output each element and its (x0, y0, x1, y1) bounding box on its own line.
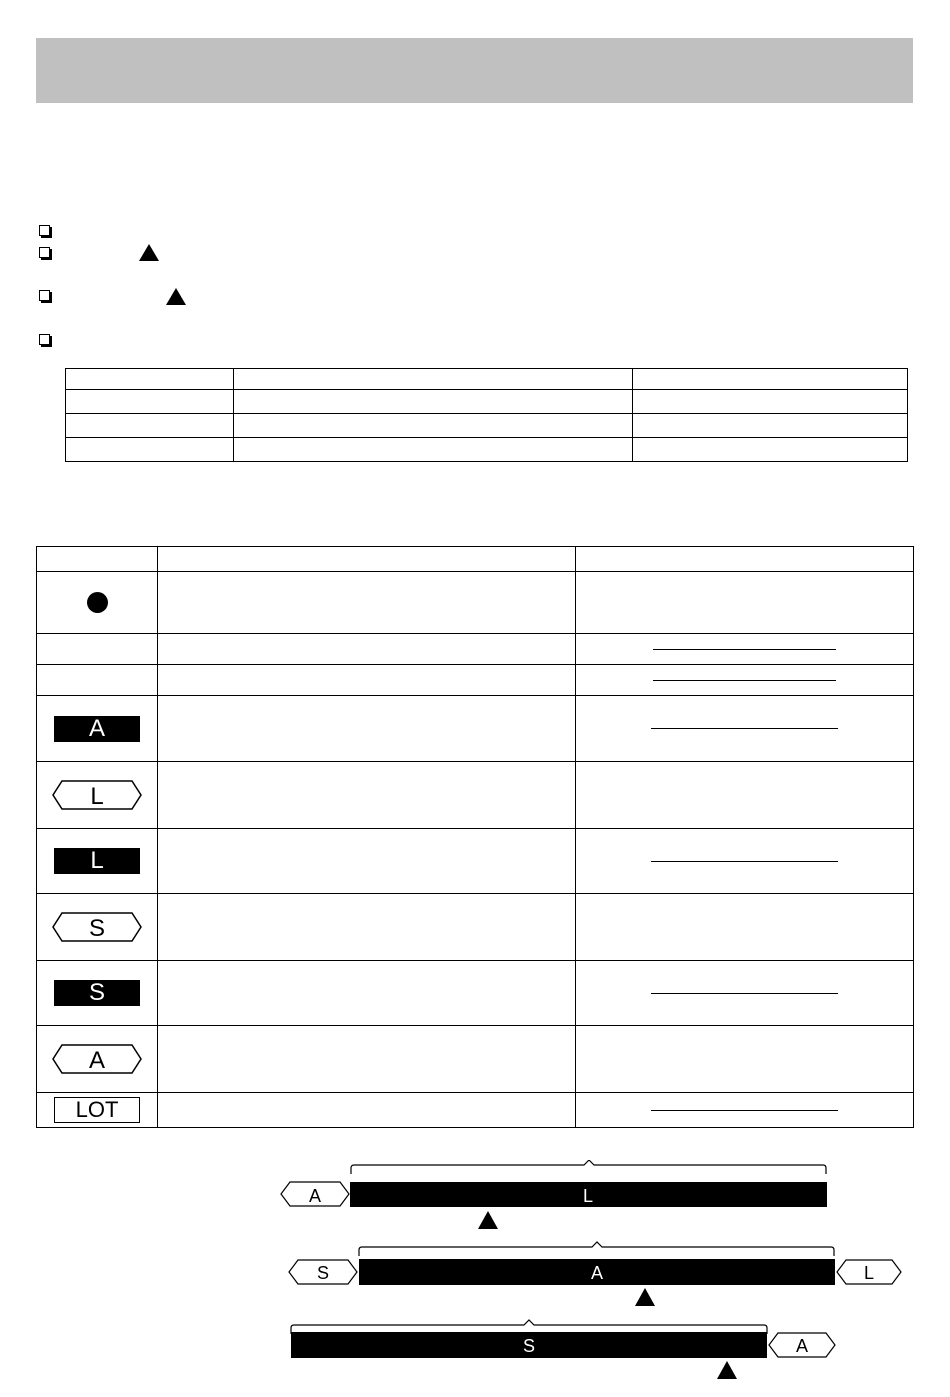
svg-text:L: L (863, 1263, 875, 1283)
symbol-lot: LOT (54, 1097, 140, 1123)
triangle-marker-icon (717, 1361, 737, 1379)
table-row (37, 634, 914, 665)
table-row (37, 696, 914, 762)
blank-line (651, 728, 838, 729)
symbol-l-hex (52, 780, 142, 810)
checkbox-icon (39, 290, 50, 301)
table-row (37, 762, 914, 829)
svg-text:A: A (795, 1336, 809, 1356)
symbol-s-black: S (54, 980, 140, 1006)
svg-text:L: L (582, 1186, 594, 1206)
checkbox-icon (39, 247, 50, 258)
row3-right-hex (769, 1333, 835, 1357)
svg-text:A: A (308, 1186, 322, 1206)
row2-right-hex (837, 1260, 901, 1284)
blank-line (653, 649, 836, 650)
header-bar (36, 38, 913, 103)
table-row (37, 961, 914, 1026)
sequence-diagram (0, 1160, 950, 1397)
row2-left-hex (289, 1260, 357, 1284)
checkbox-icon (39, 225, 50, 236)
blank-line (653, 680, 836, 681)
brace-row1 (351, 1160, 826, 1174)
row3-bar (291, 1332, 767, 1358)
blank-line (651, 861, 838, 862)
symbols-table (36, 546, 914, 1128)
triangle-marker-icon (139, 244, 159, 261)
info-table (65, 368, 908, 462)
row2-bar (359, 1259, 835, 1285)
svg-text:A: A (590, 1263, 604, 1283)
table-row (37, 1026, 914, 1093)
brace-row3 (291, 1320, 767, 1334)
table-row (37, 572, 914, 634)
symbol-s-hex (52, 912, 142, 942)
symbol-a-black: A (54, 716, 140, 742)
table-header-row (37, 547, 914, 572)
row1-left-hex (281, 1182, 349, 1206)
table-row (37, 665, 914, 696)
svg-text:S: S (316, 1263, 330, 1283)
svg-text:A: A (88, 1047, 106, 1074)
row1-bar (350, 1182, 827, 1207)
brace-row2 (359, 1242, 834, 1256)
filled-circle-icon (87, 592, 108, 613)
table-row (37, 829, 914, 894)
symbol-l-black: L (54, 848, 140, 874)
triangle-marker-icon (635, 1288, 655, 1306)
blank-line (651, 993, 838, 994)
table-row (37, 1093, 914, 1128)
symbol-a-hex (52, 1044, 142, 1074)
svg-text:S: S (88, 915, 106, 942)
checkbox-icon (39, 334, 50, 345)
table-row (37, 894, 914, 961)
svg-text:S: S (522, 1336, 536, 1356)
blank-line (651, 1110, 838, 1111)
triangle-marker-icon (478, 1211, 498, 1229)
svg-text:L: L (90, 783, 104, 810)
triangle-marker-icon (166, 288, 186, 305)
